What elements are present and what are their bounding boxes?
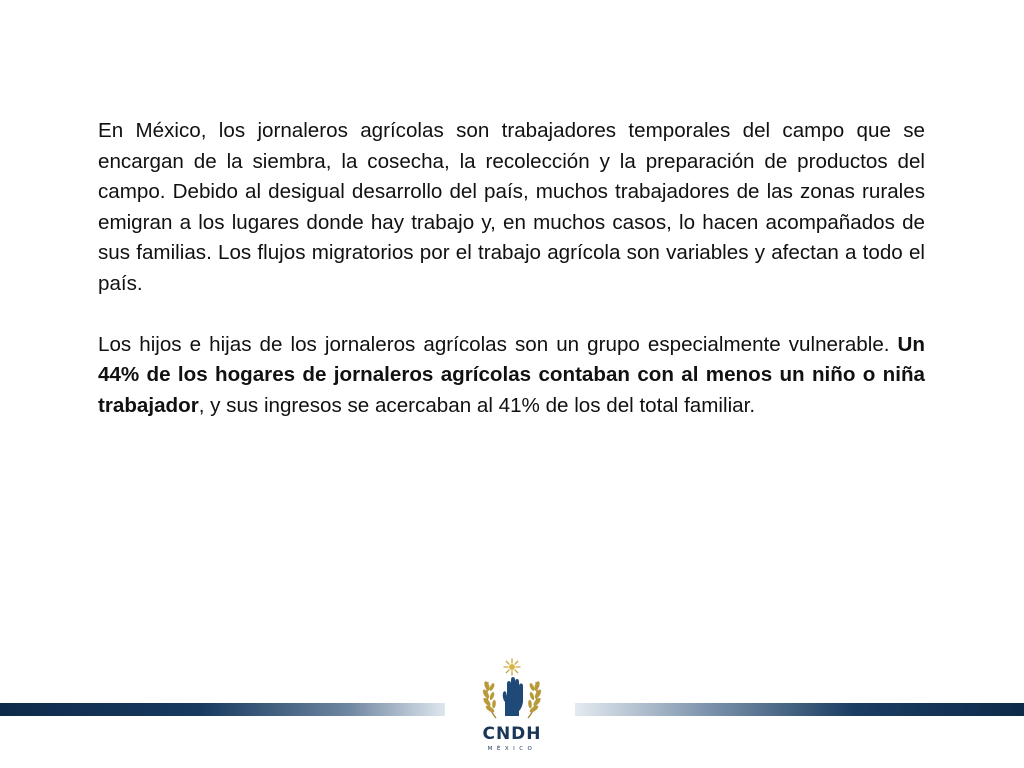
- slide-text-body: [98, 116, 925, 421]
- logo-wordmark: CNDH: [482, 724, 542, 744]
- paragraph-children-vulnerable: [98, 330, 925, 422]
- laurel-right-icon: [528, 681, 543, 718]
- paragraph-migrant-workers: [98, 116, 925, 299]
- cndh-logo: [474, 658, 550, 756]
- raised-hand-icon: [503, 677, 523, 716]
- paragraph-1-text: En México, los jornaleros agrícolas son trabajadores temporales del campo que se encargan de la siembra, la cosecha, la recolección y la preparación de productos del campo. Debido al desigual desarrollo del país, muchos trabajadores de las zonas rurales emigran a los lugares donde hay trabajo y, en muchos casos, lo hacen acompañados de sus familias. Los flujos migratorios por el trabajo agrícola son variables y afectan a todo el país.: [98, 119, 925, 295]
- paragraph-2-highlight: Un 44% de los hogares de jornaleros agrícolas contaban con al menos un niño o niña trabajador: [98, 332, 925, 417]
- paragraph-2-intro: Los hijos e hijas de los jornaleros agrícolas son un grupo especialmente vulnerable.: [98, 332, 898, 356]
- footer-band-right: [575, 703, 1024, 716]
- laurel-hand-sun-icon: [478, 658, 546, 722]
- sun-icon: [504, 659, 520, 675]
- footer-band-left: [0, 703, 445, 716]
- paragraph-2-end: , y sus ingresos se acercaban al 41% de los del total familiar.: [198, 393, 756, 417]
- logo-country: MÉXICO: [487, 746, 537, 752]
- laurel-left-icon: [482, 681, 497, 718]
